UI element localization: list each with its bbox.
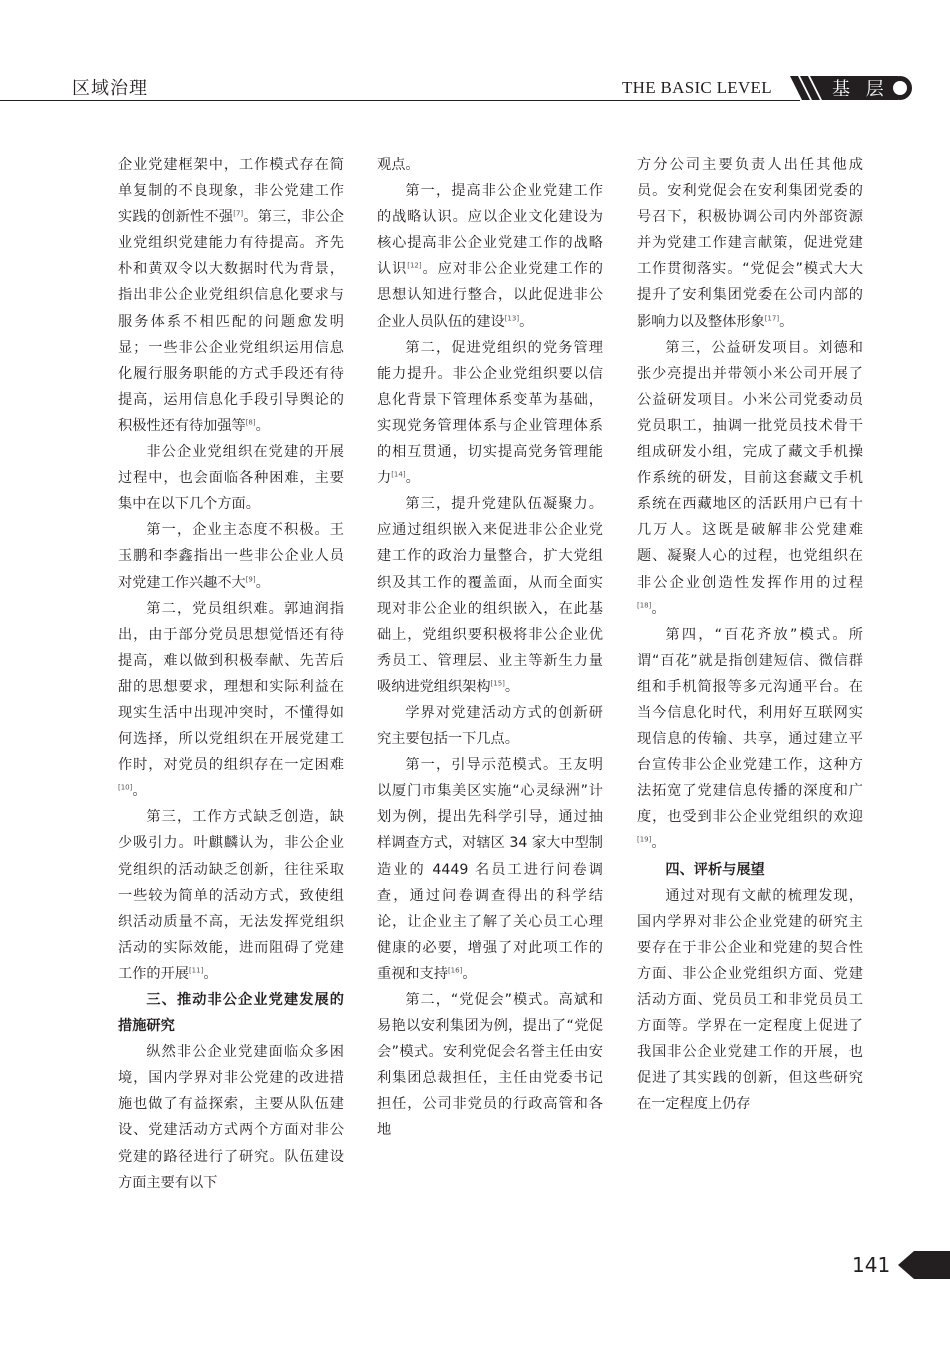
paragraph-text: 第二，“党促会”模式。高斌和易艳以安利集团为例，提出了“党促会”模式。安利党促会名誉主任由安利集团总裁担任，主任由党委书记担任，公司非党员的行政高管和各地 <box>377 992 603 1139</box>
paragraph-text: 第一，提高非公企业党建工作的战略认识。应以企业文化建设为核心提高非公企业党建工作的战略认识 <box>377 183 603 278</box>
text-column-1 <box>118 152 344 1196</box>
citation-ref: [16] <box>447 966 463 975</box>
paragraph <box>118 804 344 987</box>
journal-name-cn: 基 层 <box>832 79 889 100</box>
paragraph-text: 。 <box>779 313 794 330</box>
paragraph <box>637 335 863 622</box>
paragraph <box>637 622 863 857</box>
citation-ref: [12] <box>407 261 422 270</box>
citation-ref: [15] <box>490 679 505 688</box>
text-column-3 <box>637 152 863 1117</box>
section-heading <box>118 987 344 1039</box>
page-number: 141 <box>852 1253 891 1277</box>
citation-ref: [11] <box>188 966 204 975</box>
paragraph-text: 。 <box>462 965 477 982</box>
paragraph-text: 。 <box>255 574 270 591</box>
paragraph <box>377 152 603 178</box>
paragraph-text: 通过对现有文献的梳理发现，国内学界对非公企业党建的研究主要存在于非公企业和党建的契合性方面、非公企业党组织方面、党建活动方面、党员员工和非党员员工方面等。学界在一定程度上促进了我国非公企业党建工作的开展，也促进了其实践的创新，但这些研究在一定程度上仍存 <box>637 887 863 1113</box>
citation-ref: [19] <box>637 835 652 844</box>
paragraph-text: 。 <box>203 965 218 982</box>
citation-ref: [17] <box>764 313 780 322</box>
citation-ref: [9] <box>245 574 256 583</box>
paragraph <box>637 883 863 1118</box>
paragraph-text: 第四，“百花齐放”模式。所谓“百花”就是指创建短信、微信群组和手机简报等多元沟通平台。在当今信息化时代，利用好互联网实现信息的传输、共享，通过建立平台宣传非公企业党建工作，这种方法拓宽了党建信息传播的深度和广度，也受到非公企业党组织的欢迎 <box>637 626 863 826</box>
header-rule <box>0 100 800 101</box>
text-column-2 <box>377 152 603 1144</box>
paragraph <box>377 335 603 492</box>
section-title: 区域治理 <box>72 78 148 99</box>
paragraph-text: 。 <box>519 313 534 330</box>
journal-name-en: THE BASIC LEVEL <box>622 78 772 97</box>
paragraph <box>118 1039 344 1196</box>
paragraph-text: 学界对党建活动方式的创新研究主要包括一下几点。 <box>377 704 603 748</box>
section-heading <box>637 857 863 883</box>
paragraph <box>377 987 603 1144</box>
paragraph-text: 纵然非公企业党建面临众多困境，国内学界对非公党建的改进措施也做了有益探索，主要从队伍建设、党建活动方式两个方面对非公党建的路径进行了研究。队伍建设方面主要有以下 <box>118 1044 344 1191</box>
paragraph-text: 。 <box>132 783 147 800</box>
paragraph-text: 。应对非公企业党建工作的思想认知进行整合，以此促进非公企业人员队伍的建设 <box>377 261 603 330</box>
paragraph-text: 。 <box>255 417 270 434</box>
paragraph-text: 三、推动非公企业党建发展的措施研究 <box>118 992 344 1035</box>
paragraph-text: 第二，党员组织难。郭迪润指出，由于部分党员思想觉悟还有待提高，难以做到积极奉献、先苦后甜的思想要求，理想和实际利益在现实生活中出现冲突时，不懂得如何选择，所以党组织在开展党建工作时，对党员的组织存在一定困难 <box>118 600 344 774</box>
paragraph-text: 非公企业党组织在党建的开展过程中，也会面临各种困难，主要集中在以下几个方面。 <box>118 444 344 513</box>
paragraph <box>118 152 344 439</box>
citation-ref: [14] <box>391 470 406 479</box>
paragraph-text: 。 <box>405 470 420 487</box>
paragraph <box>118 439 344 517</box>
paragraph-text: 。 <box>504 678 520 695</box>
citation-ref: [7] <box>233 209 244 218</box>
paragraph <box>377 178 603 335</box>
page-tab-arrow-icon <box>898 1250 950 1280</box>
paragraph <box>118 596 344 805</box>
badge-dot-icon <box>893 81 907 95</box>
paragraph-text: 观点。 <box>377 157 420 173</box>
paragraph <box>377 752 603 987</box>
paragraph-text: 方分公司主要负责人出任其他成员。安利党促会在安利集团党委的号召下，积极协调公司内外部资源并为党建工作建言献策，促进党建工作贯彻落实。“党促会”模式大大提升了安利集团党委在公司内部的影响力以及整体形象 <box>637 157 863 330</box>
paragraph-text: 企业党建框架中，工作模式存在简单复制的不良现象，非公党建工作实践的创新性不强 <box>118 157 344 226</box>
paragraph-text: 第一，企业主态度不积极。王玉鹏和李鑫指出一些非公企业人员对党建工作兴趣不大 <box>118 522 344 591</box>
paragraph-text: 第三，提升党建队伍凝聚力。应通过组织嵌入来促进非公企业党建工作的政治力量整合，扩大党组织及其工作的覆盖面，从而全面实现对非公企业的组织嵌入，在此基础上，党组织要积极将非公企业优秀员工、管理层、业主等新生力量吸纳进党组织架构 <box>377 496 603 695</box>
paragraph-text: 第一，引导示范模式。王友明以厦门市集美区实施“心灵绿洲”计划为例，提出先科学引导，通过抽样调查方式，对辖区 34 家大中型制造业的 4449 名员工进行问卷调查，通过问卷调查得出的科学结论，让企业主了解了关心员工心理健康的必要，增强了对此项工作的重视和支持 <box>377 757 603 982</box>
paragraph <box>377 491 603 700</box>
paragraph-text: 第三，工作方式缺乏创造，缺少吸引力。叶麒麟认为，非公企业党组织的活动缺乏创新，往往采取一些较为简单的活动方式，致使组织活动质量不高，无法发挥党组织活动的实际效能，进而阻碍了党建工作的开展 <box>118 809 344 982</box>
paragraph <box>637 152 863 335</box>
paragraph <box>377 700 603 752</box>
paragraph-text: 。 <box>651 835 666 852</box>
citation-ref: [10] <box>118 783 133 792</box>
paragraph-text: 第三，公益研发项目。刘德和张少亮提出并带领小米公司开展了公益研发项目。小米公司党委动员党员职工，抽调一批党员技术骨干组成研发小组，完成了藏文手机操作系统的研发，目前这套藏文手机系统在西藏地区的活跃用户已有十几万人。这既是破解非公党建难题、凝聚人心的过程，也党组织在非公企业创造性发挥作用的过程 <box>637 339 863 591</box>
citation-ref: [18] <box>637 600 652 609</box>
paragraph-text: 第二，促进党组织的党务管理能力提升。非公企业党组织要以信息化背景下管理体系变革为基础，实现党务管理体系与企业管理体系的相互贯通，切实提高党务管理能力 <box>377 339 603 487</box>
page-header <box>0 0 950 110</box>
paragraph-text: 。 <box>651 600 666 617</box>
paragraph-text: 四、评析与展望 <box>665 861 765 878</box>
citation-ref: [8] <box>245 418 256 427</box>
paragraph-text: 。第三，非公企业党组织党建能力有待提高。齐先朴和黄双令以大数据时代为背景，指出非公企业党组织信息化要求与服务体系不相匹配的问题愈发明显；一些非公企业党组织运用信息化履行服务职能的方式手段还有待提高，运用信息化手段引导舆论的积极性还有待加强等 <box>118 209 344 434</box>
paragraph <box>118 517 344 595</box>
citation-ref: [13] <box>504 313 520 322</box>
